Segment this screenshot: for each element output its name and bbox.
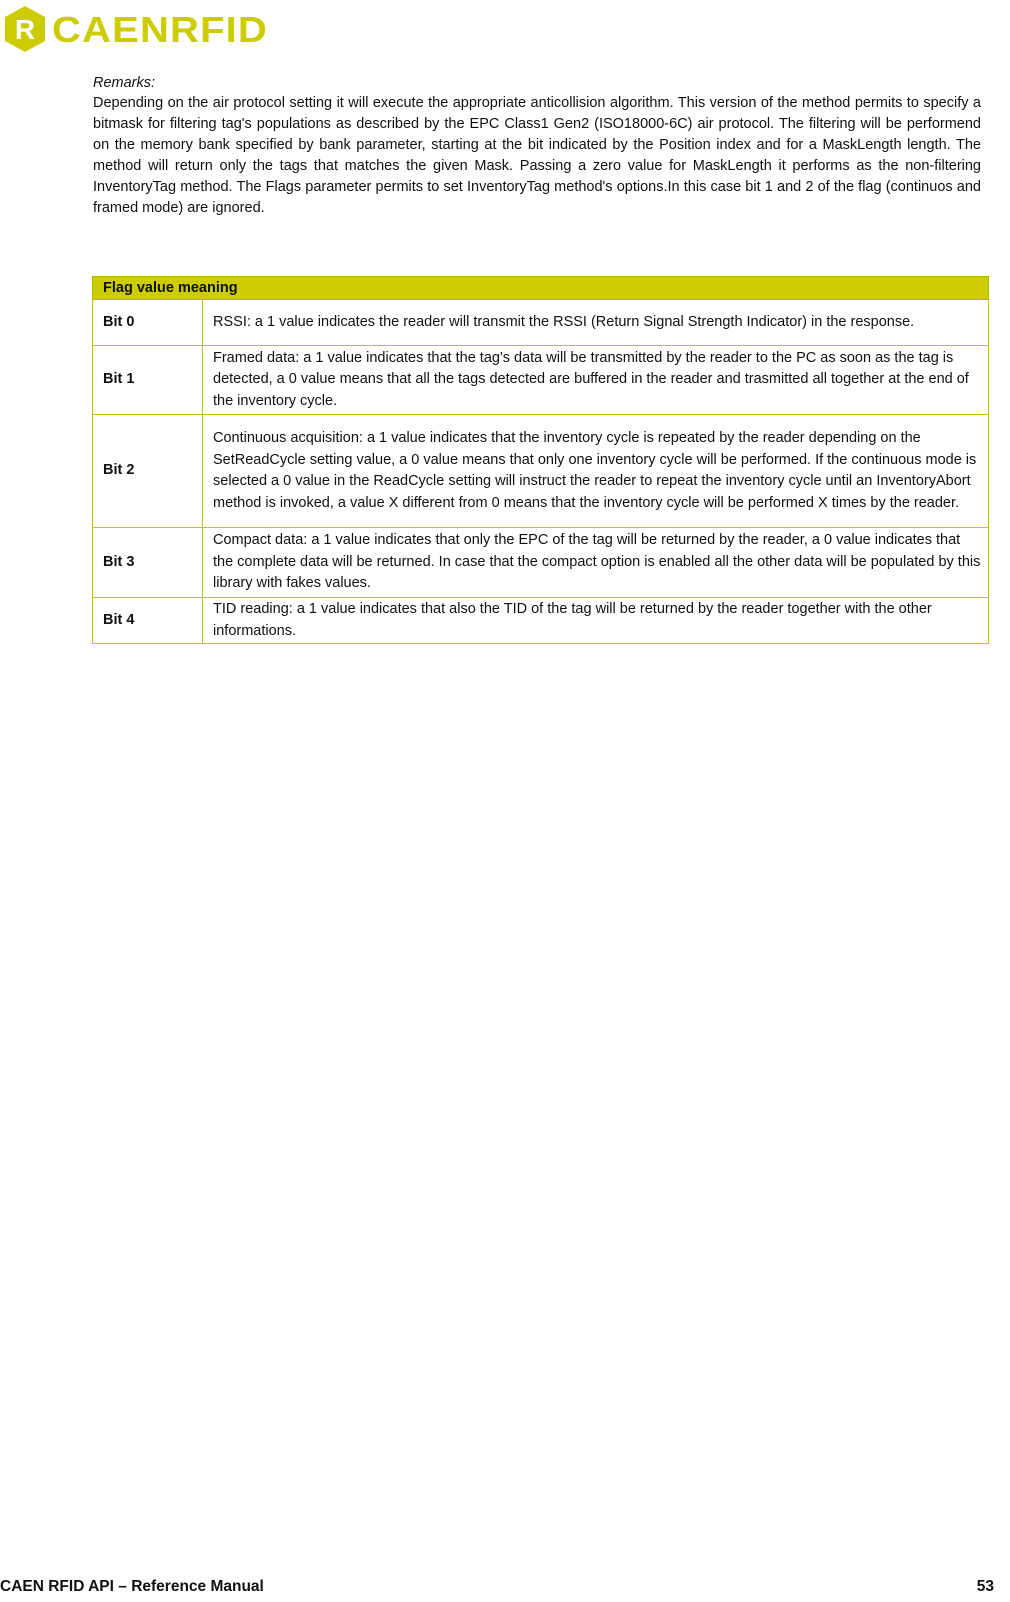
footer-title: CAEN RFID API – Reference Manual [0, 1578, 264, 1595]
bit-label: Bit 0 [93, 300, 203, 346]
remarks-text: Depending on the air protocol setting it will execute the appropriate anticollision algorithm. This version of the method permits to specify a bitmask for filtering tag's populations as described by the EPC Class1 Gen2 (ISO18000-6C) air protocol. The filtering will be performend on the memory bank specified by bank parameter, starting at the bit indicated by the Position index and for a MaskLength length. The method will return only the tags that matches the given Mask. Passing a zero value for MaskLength it performs as the non-filtering InventoryTag method. The Flags parameter permits to set InventoryTag method's options.In this case bit 1 and 2 of the flag (continuos and framed mode) are ignored. [93, 95, 981, 216]
table-row [93, 528, 989, 598]
flag-value-table [92, 276, 989, 644]
table-row [93, 300, 989, 346]
bit-label: Bit 3 [93, 528, 203, 598]
bit-description: RSSI: a 1 value indicates the reader will transmit the RSSI (Return Signal Strength Indicator) in the response. [203, 300, 989, 346]
page-number: 53 [976, 1578, 994, 1595]
remarks-label: Remarks: [93, 75, 156, 91]
bit-description: TID reading: a 1 value indicates that also the TID of the tag will be returned by the reader together with the other informations. [203, 598, 989, 644]
bit-description: Compact data: a 1 value indicates that only the EPC of the tag will be returned by the reader, a 0 value indicates that the complete data will be returned. In case that the compact option is enabled all the other data will be populated by this library with fakes values. [203, 528, 989, 598]
table-row [93, 598, 989, 644]
caenrfid-logo [0, 4, 280, 54]
bit-description: Continuous acquisition: a 1 value indicates that the inventory cycle is repeated by the reader depending on the SetReadCycle setting value, a 0 value means that only one inventory cycle will be performed. If the continuous mode is selected a 0 value in the ReadCycle setting will instruct the reader to repeat the inventory cycle until an InventoryAbort method is invoked, a value X different from 0 means that the inventory cycle will be performed X times by the reader. [203, 415, 989, 528]
svg-text:R: R [14, 14, 36, 45]
table-row [93, 346, 989, 415]
table-row [93, 415, 989, 528]
bit-label: Bit 1 [93, 346, 203, 415]
bit-label: Bit 4 [93, 598, 203, 644]
bit-label: Bit 2 [93, 415, 203, 528]
table-header: Flag value meaning [93, 277, 989, 300]
svg-text:CAENRFID: CAENRFID [52, 9, 268, 50]
bit-description: Framed data: a 1 value indicates that the tag's data will be transmitted by the reader to the PC as soon as the tag is detected, a 0 value means that all the tags detected are buffered in the reader and trasmitted all together at the end of the inventory cycle. [203, 346, 989, 415]
remarks-section [93, 73, 981, 219]
table-header-row [93, 277, 989, 300]
